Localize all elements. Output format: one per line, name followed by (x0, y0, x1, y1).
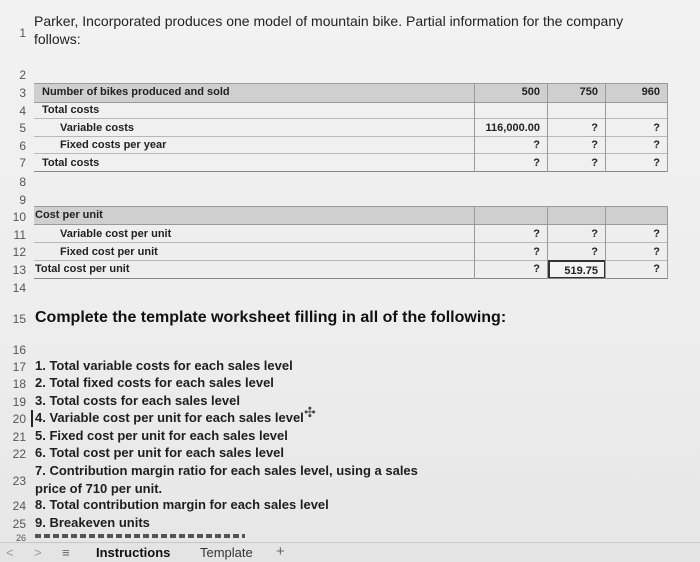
intro-line-1: Parker, Incorporated produces one model of mountain bike. Partial information for the company (34, 13, 624, 29)
bikes-produced-label: Number of bikes produced and sold (42, 86, 230, 98)
total-costs-960[interactable]: ? (653, 157, 660, 169)
fixed-costs-500[interactable]: ? (533, 139, 540, 151)
intro-line-2: follows: (34, 31, 81, 47)
level-750[interactable]: 750 (579, 86, 598, 98)
row-number: 1 (19, 26, 26, 40)
cost-per-unit-label: Cost per unit (35, 209, 103, 221)
row-number: 18 (12, 377, 26, 391)
level-500[interactable]: 500 (521, 86, 540, 98)
total-unit-label: Total cost per unit (35, 263, 130, 275)
cell-cursor-icon: ✣ (304, 404, 316, 420)
row-number: 11 (13, 228, 26, 242)
fixed-costs-960[interactable]: ? (653, 139, 660, 151)
row-number: 26 (15, 533, 26, 542)
gridline (34, 136, 668, 137)
row-number: 12 (12, 245, 26, 259)
next-sheet-button[interactable]: > (34, 545, 42, 560)
gridline (34, 118, 668, 119)
list-item: 9. Breakeven units (35, 515, 150, 530)
row-number: 24 (12, 499, 26, 513)
row-number: 19 (12, 395, 26, 409)
variable-unit-500[interactable]: ? (533, 228, 540, 240)
row-number: 10 (12, 210, 26, 224)
column-divider (547, 206, 548, 279)
column-divider (474, 83, 475, 172)
list-item: 2. Total fixed costs for each sales level (35, 375, 274, 390)
row-number: 23 (12, 474, 26, 488)
fixed-unit-500[interactable]: ? (533, 246, 540, 258)
column-divider (605, 83, 606, 172)
level-960[interactable]: 960 (641, 86, 660, 98)
list-item: 5. Fixed cost per unit for each sales level (35, 428, 288, 443)
list-item: 1. Total variable costs for each sales level (35, 358, 293, 373)
list-item: 3. Total costs for each sales level (35, 393, 240, 408)
prev-sheet-button[interactable]: < (6, 545, 14, 560)
list-item: 6. Total cost per unit for each sales level (35, 445, 285, 460)
total-unit-750-selected[interactable]: 519.75 (548, 260, 606, 279)
gridline (34, 278, 668, 279)
row-number: 13 (12, 263, 26, 277)
column-divider (667, 83, 668, 172)
column-divider (547, 83, 548, 172)
row-number: 14 (12, 281, 26, 295)
list-item: 4. Variable cost per unit for each sales level (35, 410, 304, 425)
variable-unit-label: Variable cost per unit (60, 228, 172, 240)
fixed-unit-label: Fixed cost per unit (60, 246, 158, 258)
fixed-unit-750[interactable]: ? (591, 246, 598, 258)
gridline (34, 171, 668, 172)
total-costs-500[interactable]: ? (533, 157, 540, 169)
fixed-unit-960[interactable]: ? (653, 246, 660, 258)
sheet-tab-bar (0, 542, 700, 562)
variable-costs-960[interactable]: ? (653, 122, 660, 134)
variable-costs-750[interactable]: ? (591, 122, 598, 134)
total-unit-960[interactable]: ? (653, 263, 660, 275)
sheet-menu-icon[interactable]: ≡ (62, 545, 70, 560)
column-divider (667, 206, 668, 279)
column-divider (605, 206, 606, 279)
total-costs-row-label: Total costs (42, 157, 100, 169)
variable-unit-750[interactable]: ? (591, 228, 598, 240)
list-item: price of 710 per unit. (35, 481, 163, 496)
row-number: 21 (12, 430, 26, 444)
row-number: 3 (19, 86, 26, 100)
row-number: 4 (19, 104, 26, 118)
gridline (34, 242, 668, 243)
total-costs-label: Total costs (42, 104, 100, 116)
add-sheet-button[interactable]: + (276, 543, 285, 560)
row-number: 20 (12, 412, 26, 426)
clipped-list-item (35, 533, 245, 538)
row-number: 7 (19, 156, 26, 170)
variable-costs-label: Variable costs (60, 122, 134, 134)
list-item: 8. Total contribution margin for each sales level (35, 497, 329, 512)
row-number: 6 (19, 139, 26, 153)
text-cursor-bar (31, 410, 33, 427)
row-number: 16 (12, 343, 26, 357)
row-number: 17 (12, 360, 26, 374)
table2-header-row (34, 206, 668, 225)
row-number: 2 (19, 68, 26, 82)
fixed-costs-750[interactable]: ? (591, 139, 598, 151)
variable-costs-500[interactable]: 116,000.00 (485, 122, 540, 134)
row-number: 25 (12, 517, 26, 531)
row-number: 5 (19, 121, 26, 135)
instructions-heading: Complete the template worksheet filling in all of the following: (35, 309, 507, 326)
tab-template[interactable]: Template (200, 545, 253, 560)
fixed-costs-label: Fixed costs per year (60, 139, 167, 151)
row-number: 8 (19, 175, 26, 189)
column-divider (474, 206, 475, 279)
list-item: 7. Contribution margin ratio for each sales level, using a sales (35, 463, 418, 478)
gridline (34, 153, 668, 154)
total-costs-750[interactable]: ? (591, 157, 598, 169)
tab-instructions[interactable]: Instructions (96, 545, 171, 560)
row-number: 9 (19, 193, 26, 207)
row-number: 15 (12, 312, 26, 326)
row-number: 22 (12, 447, 26, 461)
variable-unit-960[interactable]: ? (653, 228, 660, 240)
total-unit-500[interactable]: ? (533, 263, 540, 275)
